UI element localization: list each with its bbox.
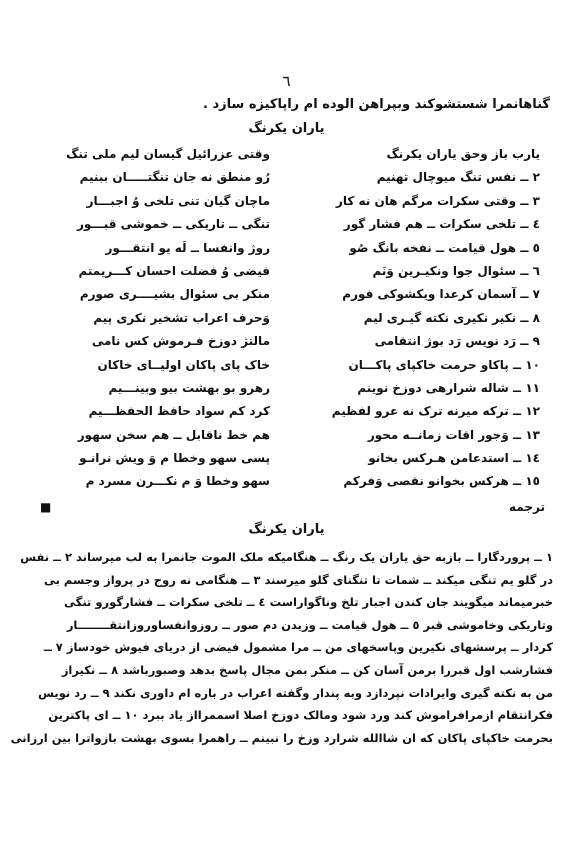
- poem-hemistich-right: ٥ ــ هول قیامت ــ نفخه بانگ صُو: [349, 240, 540, 255]
- translation-prose: [10, 550, 553, 753]
- poem-hemistich-right: ۱۳ ــ وَجور اقات زمانــه محور: [367, 427, 540, 442]
- prose-line: خبرمیماند میگویند جان کندن اجبار تلخ وناگواراست ٤ ــ تلخی سکرات ــ فشارگورو تنگی: [64, 595, 553, 610]
- poem-hemistich-right: ٦ ــ سئوال جوا ونکیـرین وَنَم: [372, 263, 540, 278]
- poem-hemistich-left: وقتی عزرائیل گیسان لیم ملی تنگ: [66, 147, 270, 161]
- poem-row: [40, 404, 540, 427]
- poem-hemistich-right: ۱۱ ــ شاله شرارهی دوزخ نوینم: [357, 380, 540, 395]
- poem-hemistich-left: هم خط ناقابل ــ هم سخن سهور: [77, 427, 270, 442]
- poem-hemistich-left: رُو منطق نه جان تنگتـــــان ببنیم: [79, 170, 270, 185]
- poem-hemistich-left: فیضی وُ فضلت احسان کـــریمتم: [78, 263, 270, 278]
- prose-line: فشارشب اول قبررا برمن آسان کن ــ منکر بمن مجال پاسخ بدهد وصبورباشد ۸ ــ نکیراز: [61, 662, 553, 677]
- poem-row: [40, 241, 540, 264]
- poem-row: [40, 474, 540, 497]
- prose-line: وتاریکی وخاموشی قبر ٥ ــ هول قیامت ــ وزیدن دم صور ــ روزوانفساوروزانتقــــــــار: [66, 617, 553, 632]
- poem-hemistich-left: کرد کم سواد حافظ الحفظـــیم: [88, 404, 270, 419]
- poem-hemistich-left: مالتژ دوزخ فـرموش کس نامی: [91, 334, 270, 349]
- poem-row: [40, 217, 540, 240]
- prose-line: فکرانتقام ازمرافراموش کند ورد شود ومالک دوزخ اصلا اسممرااز یاد ببرد ۱۰ ــ ای پاکترین: [48, 708, 553, 723]
- poem-row: [40, 264, 540, 287]
- poem-hemistich-right: ۳ ــ وقتی سکرات مرگم هان نه کار: [335, 193, 540, 208]
- poem-hemistich-right: ۲ ــ نفس تنگ میوچال تهنیم: [376, 170, 540, 185]
- top-text-line: گناهانمرا شستشوکند وبپراهن الوده ام راپاکیزه سازد .: [203, 97, 550, 112]
- prose-line: من به نکته گیری وایرادات نپردازد وبه پندار وگفته اعراب در باره ام داوری نکند ۹ ــ رد نویس: [38, 685, 553, 700]
- prose-line: کردار ــ پرسشهای نکیرین وپاسخهای من ــ مرا مشمول فیضی از دریای فیوش خودساز ۷ ــ: [43, 640, 553, 655]
- poem-hemistich-left: ماچان گیان تنی تلخی وُ اجبـــار: [86, 193, 270, 208]
- poem-hemistich-right: ۱۰ ــ پاکاو حرمت خاکپای پاکـــان: [348, 357, 540, 372]
- poem-hemistich-right: ٤ ــ تلخی سکرات ــ هم فشار گور: [343, 217, 540, 232]
- poem-hemistich-right: ۹ ــ رَد نویس رَد بوژ انتقامی: [374, 334, 540, 349]
- poem-hemistich-right: ۸ ــ نکیر نکیری نکته گیـری لیم: [363, 310, 540, 325]
- poem-row: [40, 311, 540, 334]
- prose-line: در گلو یم تنگی میکند ــ شمات تا تنگنای گلو میرسند ۳ ــ هنگامی نه روح در پرواز وجسم بی: [43, 572, 553, 587]
- poem-row: [40, 451, 540, 474]
- poem-row: [40, 358, 540, 381]
- prose-line: بحرمت خاکپای پاکان که ان شاالله شرارد وزخ را نبینم ــ راهمرا بسوی بهشت بازواترا بین ارزانی: [10, 730, 553, 745]
- poem-hemistich-right: ۱٥ ــ هرکس بخوانو نقصی وَفرکم: [343, 474, 540, 489]
- poem-row: [40, 194, 540, 217]
- poem-hemistich-left: سهو وخطا وَ م نکـــرن مسرد م: [85, 474, 270, 489]
- poem-hemistich-left: پسی سهو وخطا م وَ ویش نرانـو: [79, 451, 270, 466]
- poem-heading: یاران یکرنگ: [248, 121, 325, 136]
- poem-row: [40, 381, 540, 404]
- poem-row: [40, 287, 540, 310]
- translation-label: ترجمه: [509, 500, 545, 514]
- poem-block: [40, 147, 540, 498]
- poem-hemistich-left: وَحرف اعراب تشخیر نکری پیم: [93, 310, 270, 325]
- marker-square: ■: [40, 500, 52, 514]
- poem-hemistich-left: تنگی ــ تاریکی ــ خموشی قبـــور: [76, 217, 270, 232]
- translation-heading: یاران یکرنگ: [248, 522, 325, 537]
- poem-row: [40, 147, 540, 170]
- poem-row: [40, 428, 540, 451]
- poem-row: [40, 334, 540, 357]
- poem-hemistich-left: منکر بی سئوال بشیــــری صورم: [79, 287, 270, 302]
- page-number: ٦: [282, 72, 291, 90]
- poem-hemistich-right: ۱۲ ــ ترکه میرنه ترک نه عرو لفظیم: [331, 404, 540, 419]
- poem-hemistich-right: ۱٤ ــ استدعامن هـرکس بخانو: [368, 451, 540, 466]
- poem-hemistich-right: ۷ ــ آسمان کرعدا ویکشوکی فورم: [342, 287, 540, 302]
- poem-hemistich-left: خاک پای پاکان اولیــای خاکان: [97, 357, 270, 372]
- prose-line: ۱ ــ پروردگارا ــ بازبه حق یاران یک رنگ ــ هنگامیکه ملک الموت جانمرا به لب میرساند ۲ ــ نفس: [20, 550, 553, 564]
- poem-hemistich-right: یارب باز وحق یاران یکرنگ: [386, 147, 540, 161]
- translation-label-row: [40, 500, 545, 514]
- poem-hemistich-left: روژ وانفسا ــ لَه یو انتقـــور: [105, 240, 270, 255]
- poem-row: [40, 170, 540, 193]
- poem-hemistich-left: رهرو بو بهشت بیو وبینـــیم: [108, 380, 270, 395]
